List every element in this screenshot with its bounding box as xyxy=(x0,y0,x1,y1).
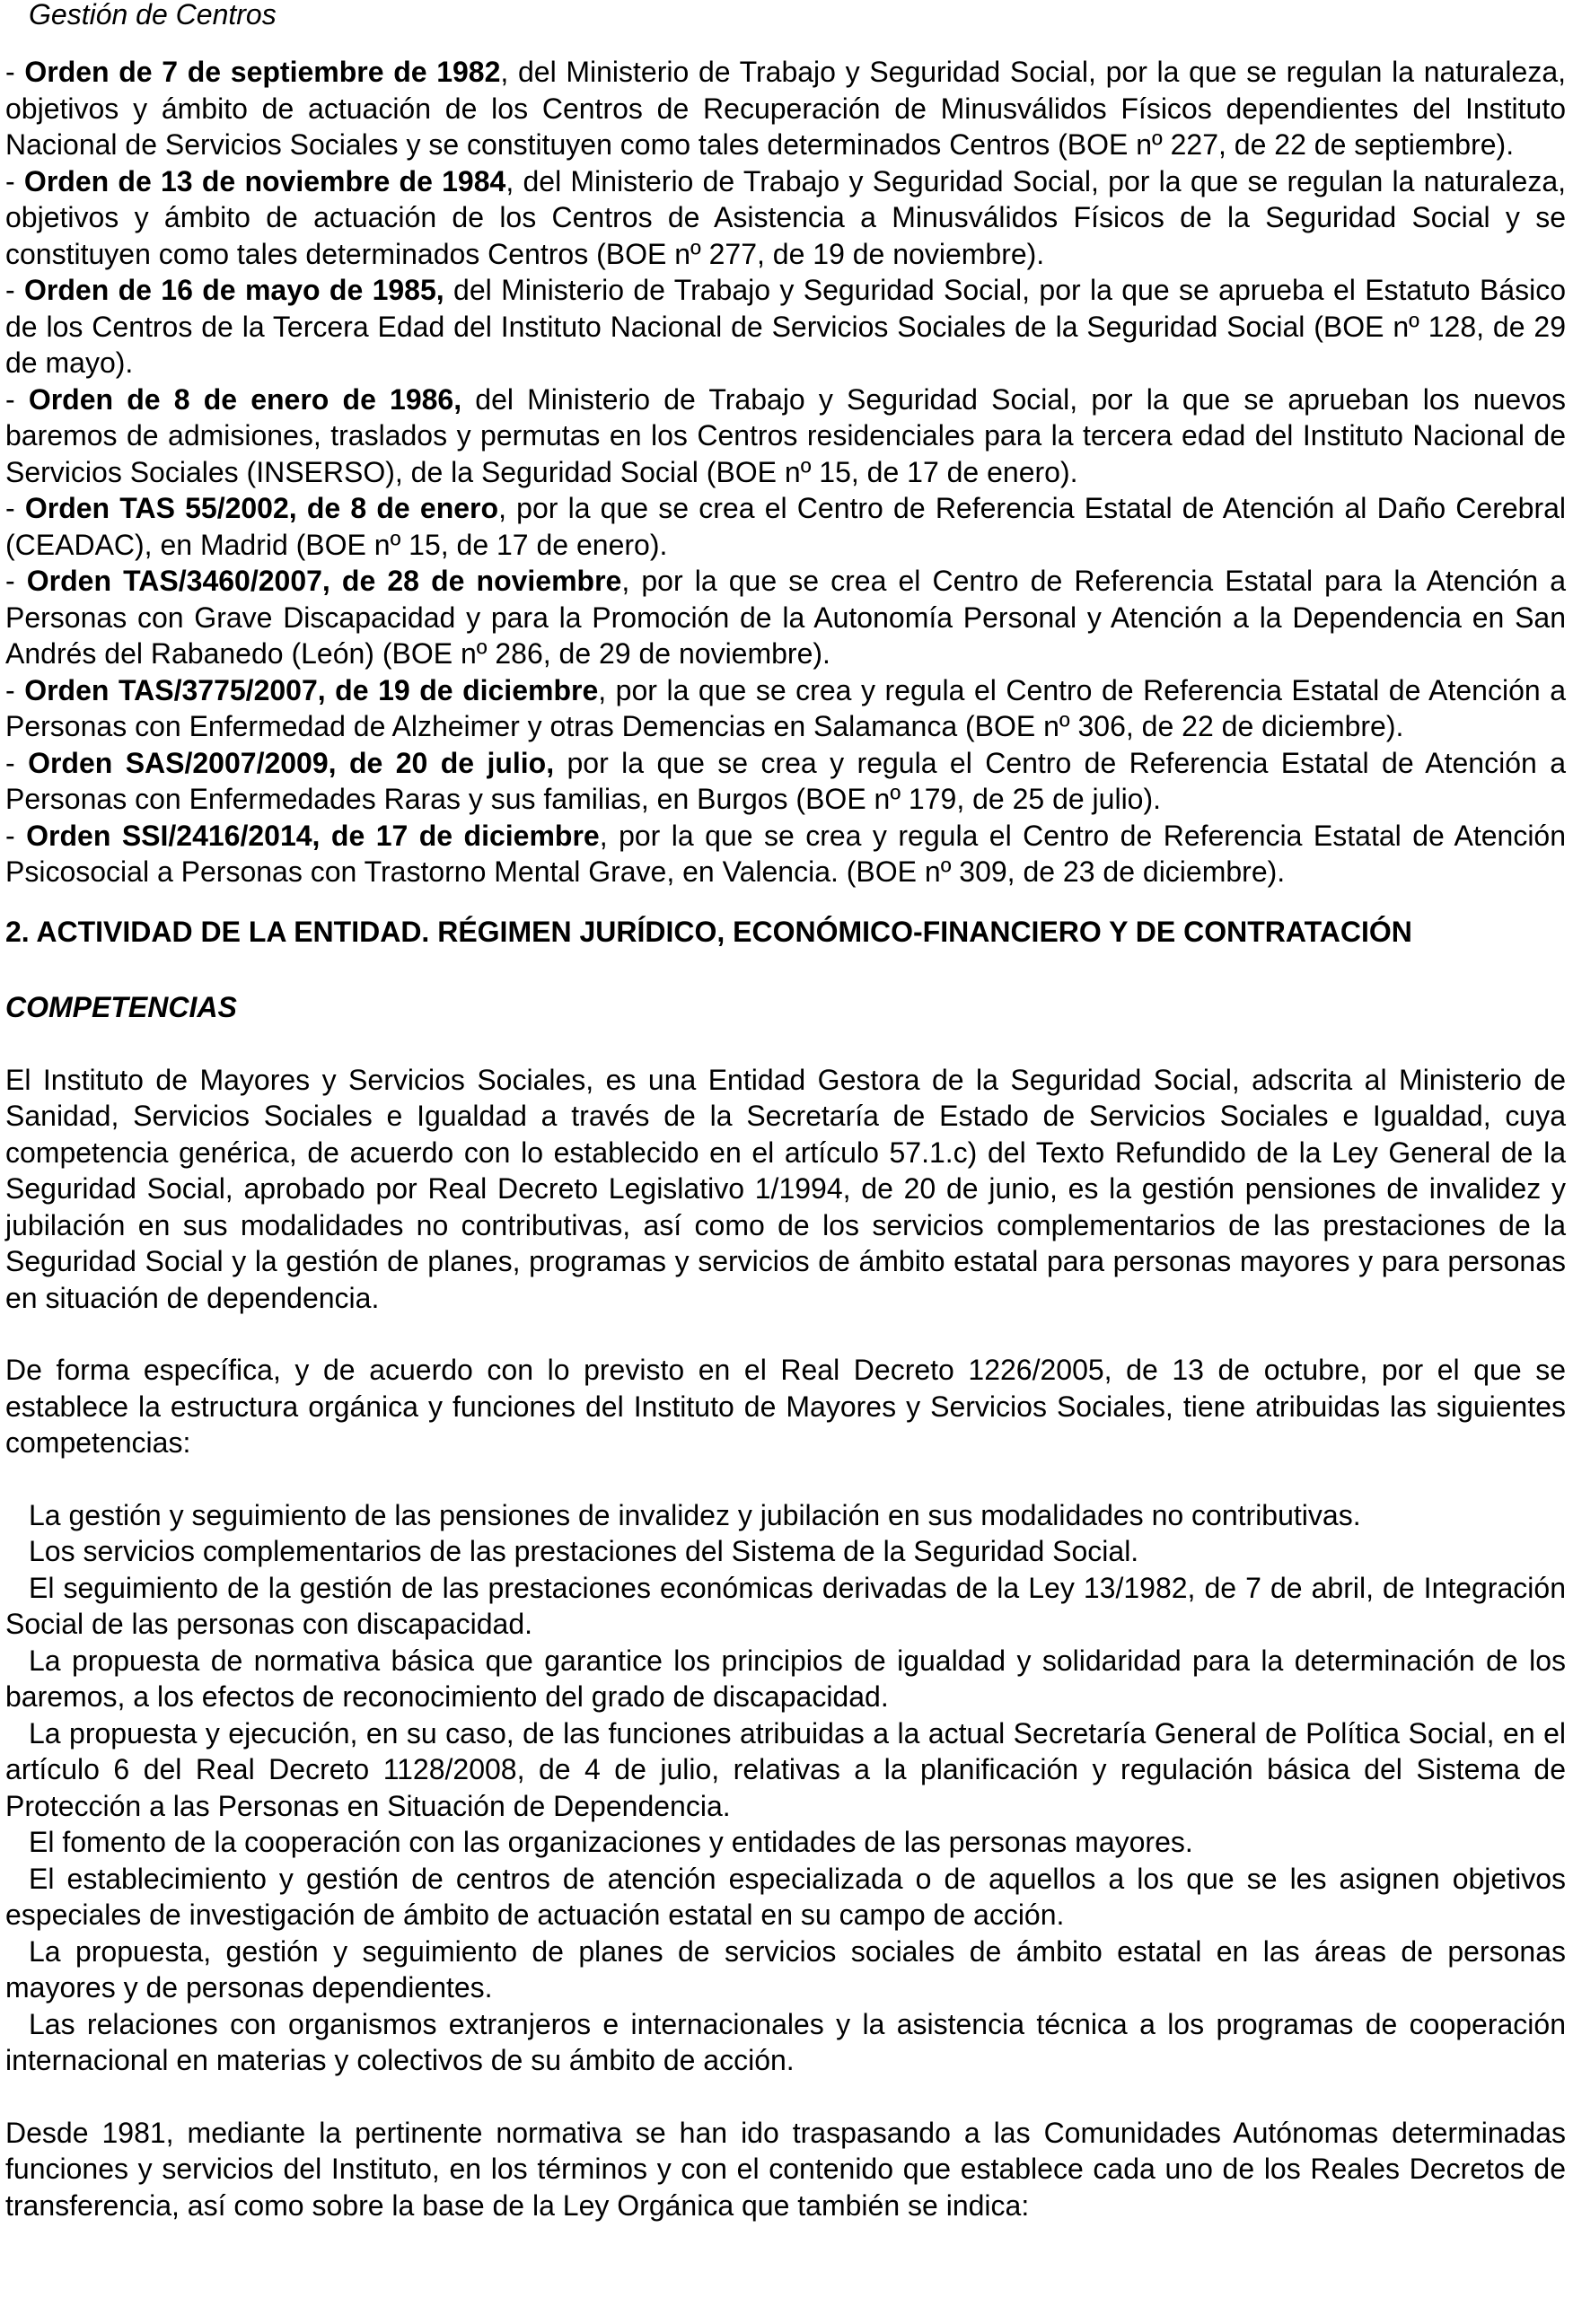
section-heading: 2. ACTIVIDAD DE LA ENTIDAD. RÉGIMEN JURÍDICO, ECONÓMICO-FINANCIERO Y DE CONTRATACIÓN xyxy=(5,915,1412,948)
list-item: El establecimiento y gestión de centros de atención especializada o de aquellos a los que se les asignen objetivos especiales de investigación de ámbito de actuación estatal en su campo de acción. xyxy=(5,1862,1566,1931)
order-item: - Orden de 7 de septiembre de 1982, del Ministerio de Trabajo y Seguridad Social, por la que se regulan la naturaleza, objetivos y ámbito de actuación de los Centros de Recuperación de Minusválidos Físicos dependientes del Instituto Nacional de Servicios Sociales y se constituyen como tales determinados Centros (BOE nº 227, de 22 de septiembre). xyxy=(5,56,1567,161)
subsection-heading: COMPETENCIAS xyxy=(5,991,237,1023)
list-item: El seguimiento de la gestión de las prestaciones económicas derivadas de la Ley 13/1982, de 7 de abril, de Integración Social de las personas con discapacidad. xyxy=(5,1571,1566,1640)
order-item: - Orden de 16 de mayo de 1985, del Ministerio de Trabajo y Seguridad Social, por la que se aprueba el Estatuto Básico de los Centros de la Tercera Edad del Instituto Nacional de Servicios Sociales de la Seguridad Social (BOE nº 128, de 29 de mayo). xyxy=(5,274,1567,379)
document-body xyxy=(5,54,1566,2223)
orders-list xyxy=(5,54,1566,890)
paragraph: De forma específica, y de acuerdo con lo previsto en el Real Decreto 1226/2005, de 13 de octubre, por el que se establece la estructura orgánica y funciones del Instituto de Mayores y Servicios Sociales, tiene atribuidas las siguientes competencias: xyxy=(5,1354,1566,1459)
list-item: La gestión y seguimiento de las pensiones de invalidez y jubilación en sus modalidades no contributivas. xyxy=(29,1498,1361,1531)
list-item: La propuesta de normativa básica que garantice los principios de igualdad y solidaridad para la determinación de los baremos, a los efectos de reconocimiento del grado de discapacidad. xyxy=(5,1644,1566,1713)
paragraph: Desde 1981, mediante la pertinente normativa se han ido traspasando a las Comunidades Autónomas determinadas funciones y servicios del Instituto, en los términos y con el contenido que establece cada uno de los Reales Decretos de transferencia, así como sobre la base de la Ley Orgánica que también se indica: xyxy=(5,2116,1566,2222)
order-item: - Orden de 13 de noviembre de 1984, del Ministerio de Trabajo y Seguridad Social, por la que se regulan la naturaleza, objetivos y ámbito de actuación de los Centros de Asistencia a Minusválidos Físicos de la Seguridad Social y se constituyen como tales determinados Centros (BOE nº 277, de 19 de noviembre). xyxy=(5,164,1567,270)
paragraph: El Instituto de Mayores y Servicios Sociales, es una Entidad Gestora de la Seguridad Social, adscrita al Ministerio de Sanidad, Servicios Sociales e Igualdad a través de la Secretaría de Estado de Servicios Sociales e Igualdad, cuya competencia genérica, de acuerdo con lo establecido en el artículo 57.1.c) del Texto Refundido de la Ley General de la Seguridad Social, aprobado por Real Decreto Legislativo 1/1994, de 20 de junio, es la gestión pensiones de invalidez y jubilación en sus modalidades no contributivas, así como de los servicios complementarios de las prestaciones de la Seguridad Social y la gestión de planes, programas y servicios de ámbito estatal para personas mayores y para personas en situación de dependencia. xyxy=(5,1063,1566,1314)
competencias-list xyxy=(5,1497,1566,2079)
order-item: - Orden TAS 55/2002, de 8 de enero, por la que se crea el Centro de Referencia Estatal de Atención al Daño Cerebral (CEADAC), en Madrid (BOE nº 15, de 17 de enero). xyxy=(5,492,1567,561)
list-item: La propuesta y ejecución, en su caso, de las funciones atribuidas a la actual Secretaría General de Política Social, en el artículo 6 del Real Decreto 1128/2008, de 4 de julio, relativas a la planificación y regulación básica del Sistema de Protección a las Personas en Situación de Dependencia. xyxy=(5,1716,1566,1822)
list-item: Las relaciones con organismos extranjeros e internacionales y la asistencia técnica a los programas de cooperación internacional en materias y colectivos de su ámbito de acción. xyxy=(5,2007,1566,2076)
order-item: - Orden SSI/2416/2014, de 17 de diciembre, por la que se crea y regula el Centro de Referencia Estatal de Atención Psicosocial a Personas con Trastorno Mental Grave, en Valencia. (BOE nº 309, de 23 de diciembre). xyxy=(5,819,1567,888)
order-item: - Orden SAS/2007/2009, de 20 de julio, por la que se crea y regula el Centro de Referencia Estatal de Atención a Personas con Enfermedades Raras y sus familias, en Burgos (BOE nº 179, de 25 de julio). xyxy=(5,746,1567,815)
list-item: Los servicios complementarios de las prestaciones del Sistema de la Seguridad Social. xyxy=(29,1535,1139,1567)
page-header: Gestión de Centros xyxy=(29,0,277,31)
order-item: - Orden TAS/3460/2007, de 28 de noviembre, por la que se crea el Centro de Referencia Estatal para la Atención a Personas con Grave Discapacidad y para la Promoción de la Autonomía Personal y Atención a la Dependencia en San Andrés del Rabanedo (León) (BOE nº 286, de 29 de noviembre). xyxy=(5,565,1567,670)
list-item: El fomento de la cooperación con las organizaciones y entidades de las personas mayores. xyxy=(29,1826,1193,1858)
list-item: La propuesta, gestión y seguimiento de planes de servicios sociales de ámbito estatal en las áreas de personas mayores y de personas dependientes. xyxy=(5,1934,1566,2004)
order-item: - Orden TAS/3775/2007, de 19 de diciembre, por la que se crea y regula el Centro de Referencia Estatal de Atención a Personas con Enfermedad de Alzheimer y otras Demencias en Salamanca (BOE nº 306, de 22 de diciembre). xyxy=(5,673,1567,742)
order-item: - Orden de 8 de enero de 1986, del Ministerio de Trabajo y Seguridad Social, por la que se aprueban los nuevos baremos de admisiones, traslados y permutas en los Centros residenciales para la tercera edad del Instituto Nacional de Servicios Sociales (INSERSO), de la Seguridad Social (BOE nº 15, de 17 de enero). xyxy=(5,382,1567,488)
